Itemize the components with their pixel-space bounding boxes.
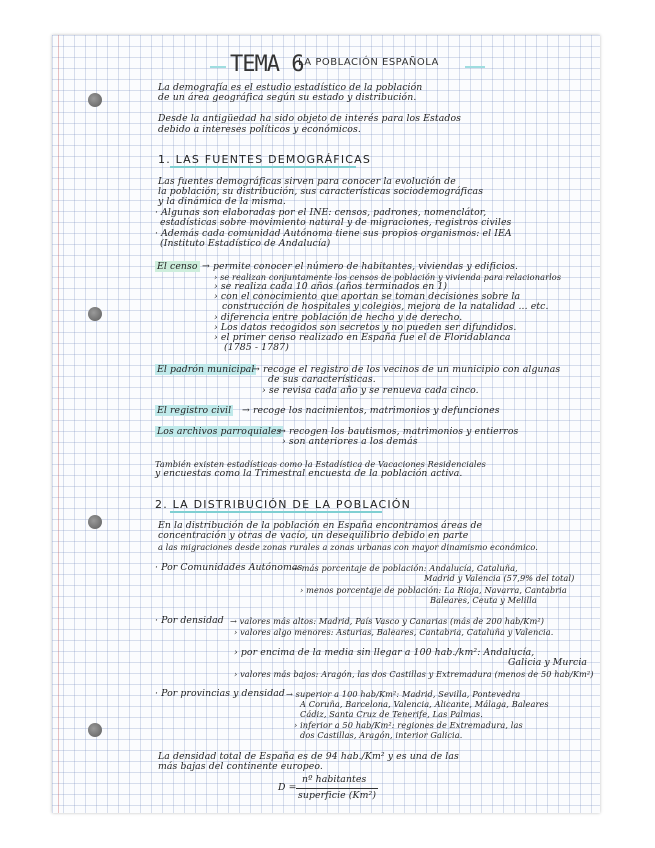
item-label: · Por provincias y densidad — [155, 688, 285, 699]
title-decoration — [210, 66, 226, 68]
term-label: El padrón municipal — [157, 364, 255, 375]
binder-hole — [88, 307, 102, 321]
term-label: El registro civil — [157, 405, 232, 416]
censo-line: (1785 - 1787) — [224, 342, 289, 353]
heading-underline — [170, 166, 356, 168]
paragraph-line: También existen estadísticas como la Estadística de Vacaciones Residenciales — [155, 459, 486, 469]
term-label: El censo — [157, 261, 198, 272]
intro-line: Desde la antigüedad ha sido objeto de interés para los Estados — [158, 113, 462, 124]
ccaa-line: › menos porcentaje de población: La Rioja, Navarra, Cantabria — [300, 585, 567, 595]
ccaa-line: → más porcentaje de población: Andalucía, Cataluña, — [292, 563, 518, 573]
ccaa-line: Madrid y Valencia (57,9% del total) — [424, 573, 575, 583]
densidad-line: › valores más bajos: Aragón, las dos Castillas y Extremadura (menos de 50 hab/Km²) — [234, 669, 594, 679]
intro-line: debido a intereses políticos y económicos. — [158, 124, 361, 135]
formula-lhs: D = — [278, 782, 297, 793]
censo-line: › Los datos recogidos son secretos y no pueden ser difundidos. — [214, 322, 517, 333]
densidad-line: › por encima de la media sin llegar a 100 hab./km²: Andalucía, — [234, 647, 535, 658]
formula-denominator: superficie (Km²) — [298, 790, 377, 801]
heading-underline — [170, 511, 382, 513]
binder-hole — [88, 515, 102, 529]
densidad-line: → valores más altos: Madrid, País Vasco y Canarias (más de 200 hab/Km²) — [230, 616, 545, 626]
paragraph-line: concentración y otras de vacío, un desequilibrio debido en parte — [158, 530, 469, 541]
padron-line: › se revisa cada año y se renueva cada cinco. — [262, 385, 479, 396]
page-title: TEMA 6 — [230, 52, 304, 77]
binder-hole — [88, 93, 102, 107]
provincias-line: › inferior a 50 hab/Km²: regiones de Extremadura, las — [294, 720, 523, 730]
densidad-line: Galicia y Murcia — [508, 657, 588, 668]
intro-line: La demografía es el estudio estadístico de la población — [158, 82, 423, 93]
censo-line: › se realiza cada 10 años (años terminados en 1) — [214, 281, 448, 292]
censo-line: › el primer censo realizado en España fue el de Floridablanca — [214, 332, 511, 343]
bullet-line: · Algunas son elaboradas por el INE: censos, padrones, nomenclátor, — [155, 207, 487, 218]
censo-line: › con el conocimiento que aportan se toman decisiones sobre la — [214, 291, 521, 302]
binder-hole — [88, 723, 102, 737]
padron-line: → recoge el registro de los vecinos de un municipio con algunas — [252, 364, 561, 375]
section-heading: 1. LAS FUENTES DEMOGRÁFICAS — [158, 153, 372, 166]
intro-line: de un área geográfica según su estado y distribución. — [158, 92, 417, 103]
censo-line: › diferencia entre población de hecho y de derecho. — [214, 312, 463, 323]
censo-line: construcción de hospitales y colegios, mejora de la natalidad ... etc. — [222, 301, 549, 312]
bullet-line: (Instituto Estadístico de Andalucía) — [160, 238, 331, 249]
paragraph-line: Las fuentes demográficas sirven para conocer la evolución de — [158, 176, 456, 187]
title-decoration — [465, 66, 485, 68]
censo-line: › se realizan conjuntamente los censos de población y vivienda para relacionarlos — [214, 272, 562, 282]
page-subtitle: LA POBLACIÓN ESPAÑOLA — [298, 57, 439, 68]
padron-line: de sus características. — [268, 374, 376, 385]
ccaa-line: Baleares, Ceuta y Melilla — [430, 595, 537, 605]
item-label: · Por Comunidades Autónomas — [155, 562, 303, 573]
section-heading: 2. LA DISTRIBUCIÓN DE LA POBLACIÓN — [155, 498, 412, 511]
paragraph-line: y encuestas como la Trimestral encuesta de la población activa. — [155, 468, 463, 479]
item-label: · Por densidad — [155, 615, 224, 626]
archivos-line: → recogen los bautismos, matrimonios y entierros — [278, 426, 519, 437]
densidad-line: › valores algo menores: Asturias, Baleares, Cantabria, Cataluña y Valencia. — [234, 627, 554, 637]
margin-line — [58, 35, 59, 813]
provincias-line: → superior a 100 hab/Km²: Madrid, Sevilla, Pontevedra — [286, 689, 521, 699]
paragraph-line: más bajas del continente europeo. — [158, 761, 323, 772]
paragraph-line: la población, su distribución, sus características sociodemográficas — [158, 186, 484, 197]
paragraph-line: y la dinámica de la misma. — [158, 196, 286, 207]
provincias-line: Cádiz, Santa Cruz de Tenerife, Las Palmas. — [300, 709, 483, 719]
formula-numerator: nº habitantes — [302, 774, 367, 785]
term-label: Los archivos parroquiales — [157, 426, 282, 437]
fraction-bar — [296, 788, 378, 789]
bullet-line: estadísticas sobre movimiento natural y de migraciones, registros civiles — [160, 217, 512, 228]
paragraph-line: En la distribución de la población en España encontramos áreas de — [158, 520, 483, 531]
paragraph-line: La densidad total de España es de 94 hab./Km² y es una de las — [158, 751, 459, 762]
censo-line: → permite conocer el número de habitantes, viviendas y edificios. — [202, 261, 519, 272]
registro-line: → recoge los nacimientos, matrimonios y defunciones — [242, 405, 500, 416]
paragraph-line: a las migraciones desde zonas rurales a zonas urbanas con mayor dinamismo económico. — [158, 542, 538, 552]
provincias-line: A Coruña, Barcelona, Valencia, Alicante, Málaga, Baleares — [300, 699, 549, 709]
provincias-line: dos Castillas, Aragón, interior Galicia. — [300, 730, 463, 740]
archivos-line: › son anteriores a los demás — [282, 436, 418, 447]
bullet-line: · Además cada comunidad Autónoma tiene sus propios organismos: el IEA — [155, 228, 512, 239]
